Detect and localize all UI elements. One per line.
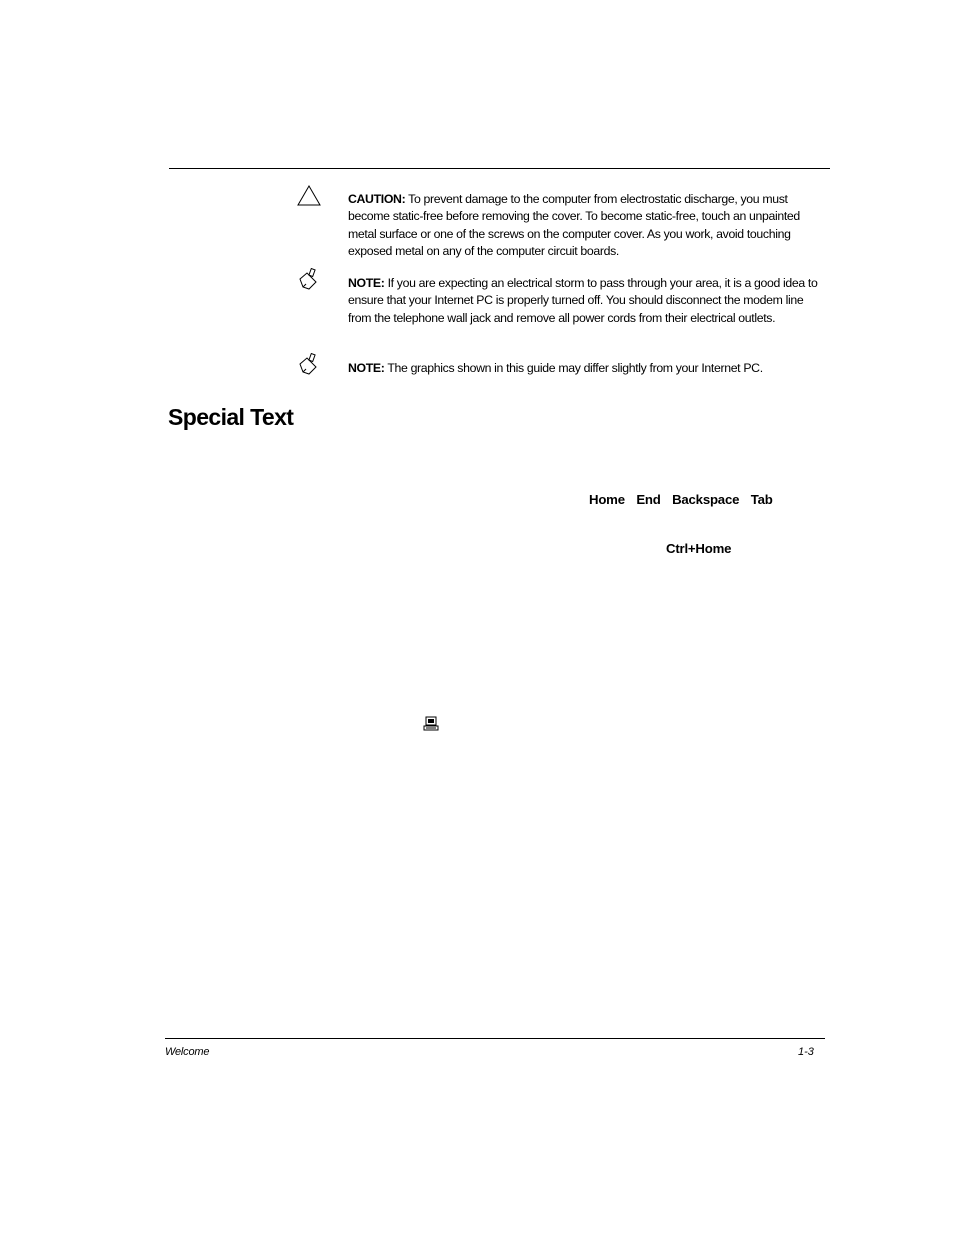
- note-notice: [348, 275, 818, 327]
- key-home: Home: [589, 492, 625, 507]
- caution-label: CAUTION:: [348, 192, 406, 206]
- note-text: The graphics shown in this guide may differ slightly from your Internet PC.: [384, 361, 763, 375]
- footer-rule: [165, 1038, 825, 1039]
- footer-title: Welcome: [165, 1046, 210, 1058]
- caution-triangle-icon: [297, 184, 321, 208]
- page-number: 1-3: [798, 1046, 814, 1058]
- key-tab: Tab: [750, 492, 773, 507]
- note-label: NOTE:: [348, 276, 385, 290]
- caution-notice: [348, 191, 818, 260]
- key-combo: Ctrl+Home: [666, 541, 732, 556]
- note-pen-icon: [297, 268, 321, 292]
- header-rule: [169, 168, 830, 169]
- section-heading: Special Text: [168, 404, 294, 430]
- note-text: If you are expecting an electrical storm to pass through your area, it is a good idea to ensure that your Internet PC is properly turned off. You should disconnect the modem line from the telephone wall jack and remove all power cords from their electrical outlets.: [348, 276, 818, 325]
- key-backspace: Backspace: [672, 492, 740, 507]
- note-notice: [348, 360, 818, 377]
- caution-text: To prevent damage to the computer from electrostatic discharge, you must become static-free before removing the cover. To become static-free, touch an unpainted metal surface or one of the screws on the computer cover. As you work, avoid touching exposed metal on any of the computer circuit boards.: [348, 192, 800, 258]
- key-end: End: [636, 492, 661, 507]
- key-names: [589, 492, 781, 507]
- note-label: NOTE:: [348, 361, 385, 375]
- note-pen-icon: [297, 353, 321, 377]
- computer-icon: [423, 716, 440, 733]
